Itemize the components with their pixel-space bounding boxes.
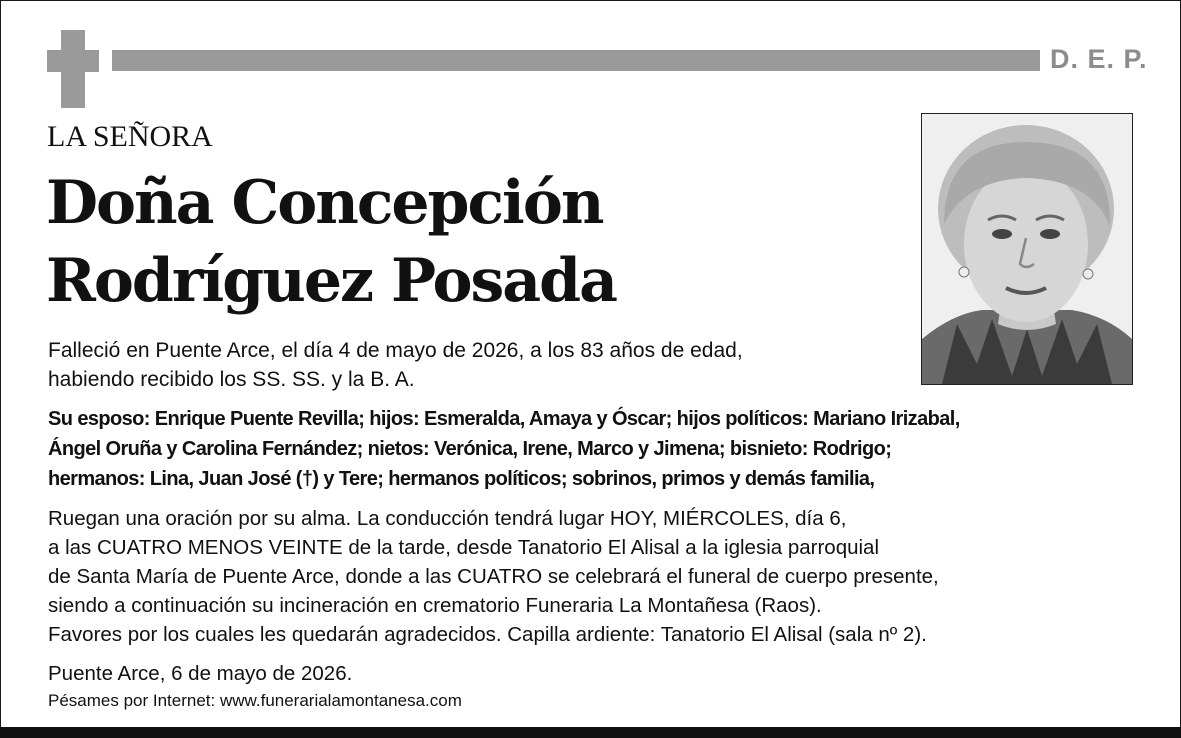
- funeral-line: de Santa María de Puente Arce, donde a las CUATRO se celebrará el funeral de cuerpo presente,: [48, 565, 939, 588]
- name-line-1: Doña Concepción: [46, 168, 603, 238]
- name-line-2: Rodríguez Posada: [46, 246, 616, 316]
- funeral-line: Ruegan una oración por su alma. La conducción tendrá lugar HOY, MIÉRCOLES, día 6,: [48, 507, 847, 530]
- family-line: hermanos: Lina, Juan José (†) y Tere; hermanos políticos; sobrinos, primos y demás familia,: [48, 468, 875, 490]
- funeral-line: a las CUATRO MENOS VEINTE de la tarde, desde Tanatorio El Alisal a la iglesia parroquial: [48, 536, 880, 559]
- dep-label: D. E. P.: [1050, 44, 1148, 74]
- condolences-web: Pésames por Internet: www.funerarialamontanesa.com: [48, 691, 462, 710]
- death-notice-line: habiendo recibido los SS. SS. y la B. A.: [48, 368, 415, 391]
- funeral-details: [48, 504, 939, 649]
- family-line: Ángel Oruña y Carolina Fernández; nietos: Verónica, Irene, Marco y Jimena; bisnieto: Rodrigo;: [48, 438, 892, 460]
- header-rule: [112, 50, 1040, 71]
- deceased-name: [46, 164, 616, 320]
- place-date-text: Puente Arce, 6 de mayo de 2026.: [48, 662, 353, 685]
- cross-icon-bar: [47, 50, 99, 72]
- funeral-line: Favores por los cuales les quedarán agradecidos. Capilla ardiente: Tanatorio El Alisal (sala nº 2).: [48, 623, 927, 646]
- honorific: LA SEÑORA: [47, 120, 213, 153]
- death-notice-line: Falleció en Puente Arce, el día 4 de mayo de 2026, a los 83 años de edad,: [48, 339, 743, 362]
- family-line: Su esposo: Enrique Puente Revilla; hijos: Esmeralda, Amaya y Óscar; hijos políticos: Mariano Irizabal,: [48, 408, 960, 430]
- portrait-photo: [921, 113, 1133, 385]
- funeral-line: siendo a continuación su incineración en crematorio Funeraria La Montañesa (Raos).: [48, 594, 822, 617]
- death-notice: [48, 336, 743, 394]
- bottom-bar: [0, 727, 1181, 738]
- family-list: [48, 404, 960, 494]
- place-date: [48, 660, 352, 688]
